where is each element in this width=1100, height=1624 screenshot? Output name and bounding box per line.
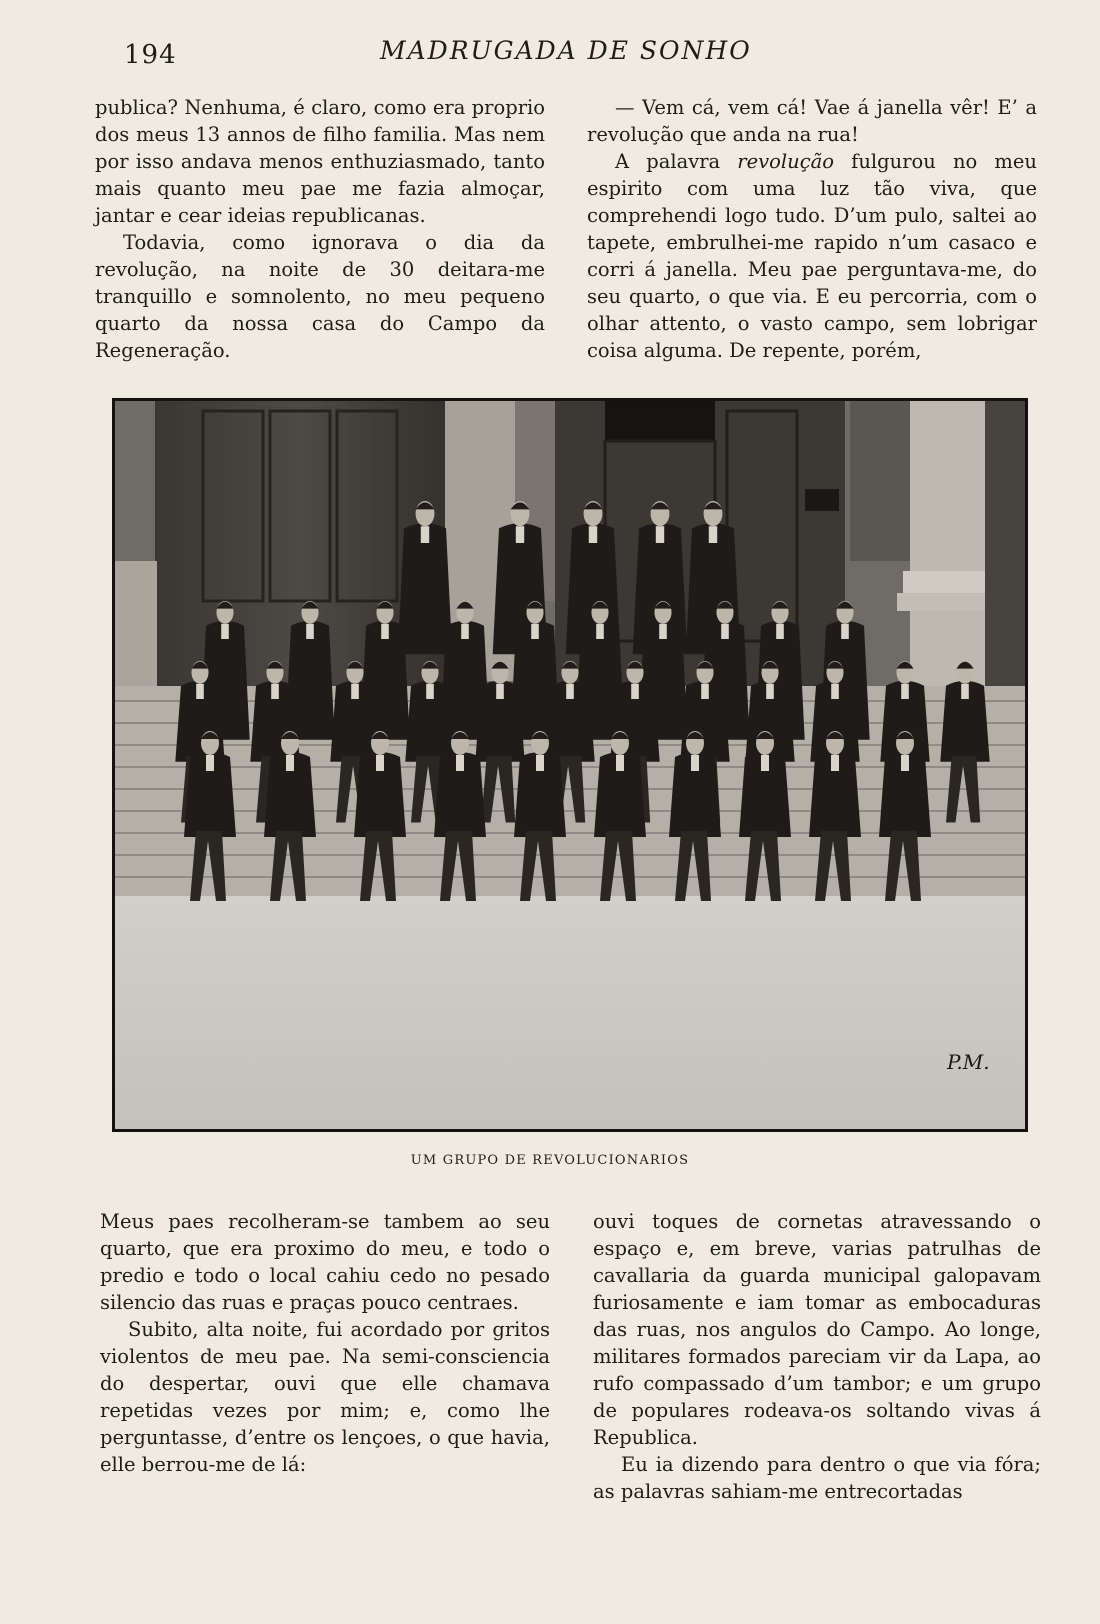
figure-caption: UM GRUPO DE REVOLUCIONARIOS	[410, 1153, 690, 1168]
photographer-monogram: P.M.	[947, 1050, 990, 1074]
italic-word: revolução	[737, 150, 834, 173]
paragraph-text: fulgurou no meu espirito com uma luz tão viva, que comprehendi logo tudo. D’um pulo, saltei ao tapete, embrulhei-me rapido n’um casaco e corri á janella. Meu pae perguntava-me, do seu quarto, o que via. E eu percorria, com o olhar attento, o vasto campo, sem lobrigar coisa alguma. De repente, porém,	[587, 150, 1037, 362]
text-column-bottom-left	[100, 1208, 550, 1478]
door-sign	[805, 489, 839, 511]
photograph-illustration	[115, 401, 1025, 1129]
paragraph: Eu ia dizendo para dentro o que via fóra; as palavras sahiam-me entrecortadas	[593, 1453, 1041, 1503]
page-number: 194	[124, 40, 177, 70]
paragraph: publica? Nenhuma, é claro, como era proprio dos meus 13 annos de filho familia. Mas nem por isso andava menos enthuziasmado, tanto mais quanto meu pae me fazia almoçar, jantar e cear ideias republicanas.	[95, 96, 545, 227]
text-column-top-left	[95, 94, 545, 364]
paragraph-text: A palavra	[615, 150, 738, 173]
paragraph: Todavia, como ignorava o dia da revolução, na noite de 30 deitara-me tranquillo e somnolento, no meu pequeno quarto da nossa casa do Campo da Regeneração.	[95, 231, 545, 362]
running-title: MADRUGADA DE SONHO	[380, 36, 752, 65]
paragraph	[587, 148, 1037, 364]
square-ground	[115, 896, 1025, 1129]
paragraph: — Vem cá, vem cá! Vae á janella vêr! E’ a revolução que anda na rua!	[587, 96, 1037, 146]
text-column-bottom-right	[593, 1208, 1041, 1505]
paragraph: ouvi toques de cornetas atravessando o espaço e, em breve, varias patrulhas de cavallaria da guarda municipal galopavam furiosamente e iam tomar as embocaduras das ruas, nos angulos do Campo. Ao longe, militares formados pareciam vir da Lapa, ao rufo compassado d’um tambor; e um grupo de populares rodeava-os soltando vivas á Republica.	[593, 1210, 1041, 1449]
paragraph: Meus paes recolheram-se tambem ao seu quarto, que era proximo do meu, e todo o predio e todo o local cahiu cedo no pesado silencio das ruas e praças pouco centraes.	[100, 1210, 550, 1314]
text-column-top-right	[587, 94, 1037, 364]
group-photograph	[112, 398, 1028, 1132]
paragraph: Subito, alta noite, fui acordado por gritos violentos de meu pae. Na semi-consciencia do despertar, ouvi que elle chamava repetidas vezes por mim; e, como lhe perguntasse, d’entre os lençoes, o que havia, elle berrou-me de lá:	[100, 1318, 550, 1476]
stone-column	[910, 401, 985, 691]
